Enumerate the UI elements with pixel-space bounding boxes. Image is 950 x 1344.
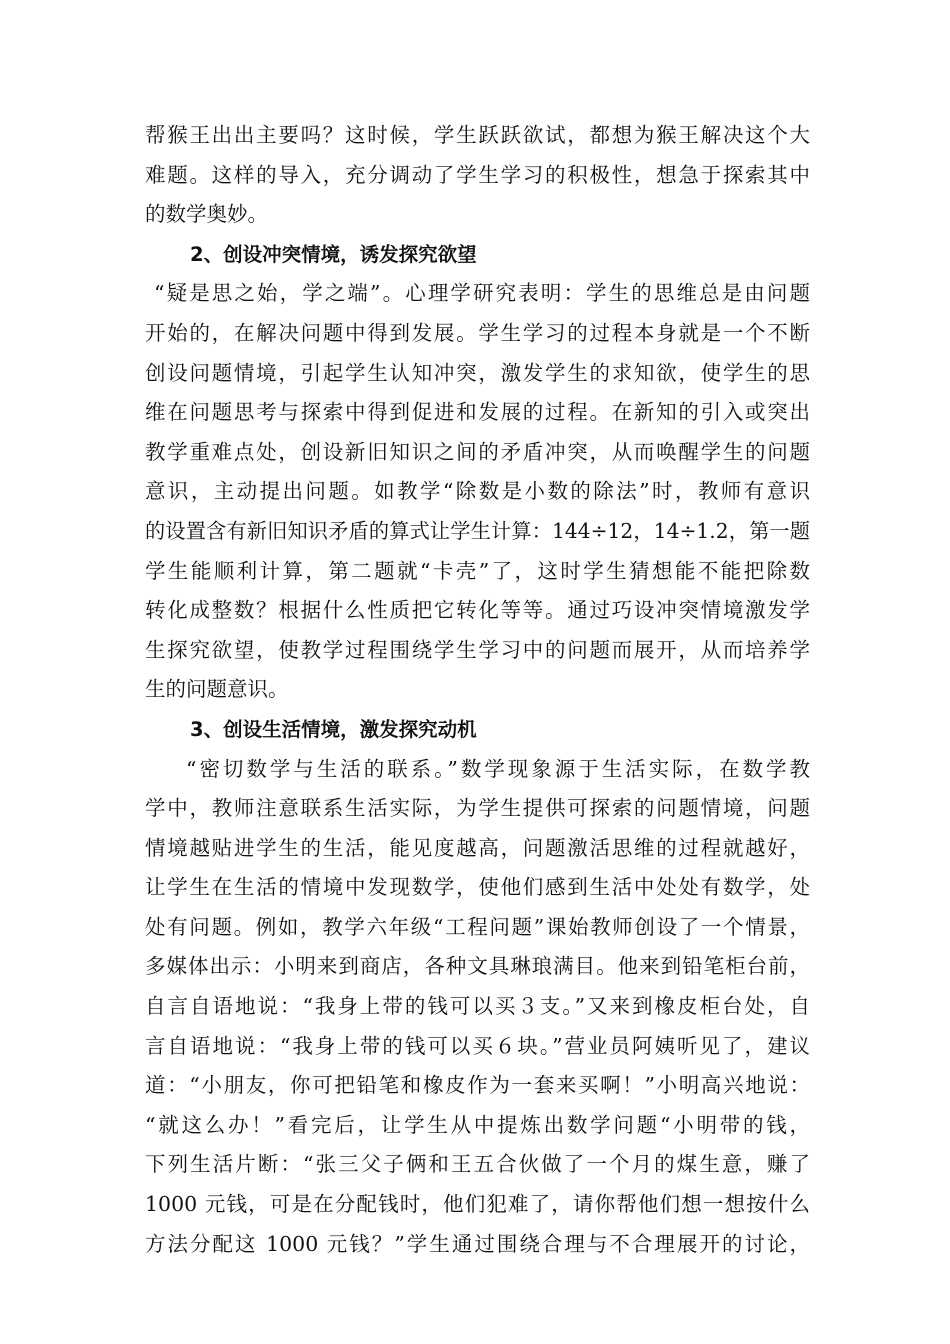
text-line: 下列生活片断：“张三父子俩和王五合伙做了一个月的煤生意，赚了 <box>145 1152 810 1177</box>
text-line: 方法分配这 1000 元钱？”学生通过围绕合理与不合理展开的讨论， <box>145 1231 810 1256</box>
text-line: 维在问题思考与探索中得到促进和发展的过程。在新知的引入或突出 <box>145 400 810 425</box>
text-line: “疑是思之始，学之端”。心理学研究表明：学生的思维总是由问题 <box>154 281 810 306</box>
text-line: 开始的，在解决问题中得到发展。学生学习的过程本身就是一个不断 <box>145 320 810 345</box>
document-body <box>145 116 810 1264</box>
text-line: 道：“小朋友，你可把铅笔和橡皮作为一套来买啊！”小明高兴地说： <box>145 1073 810 1098</box>
text-line: 情境越贴进学生的生活，能见度越高，问题激活思维的过程就越好， <box>145 835 810 860</box>
text-line: 生探究欲望，使教学过程围绕学生学习中的问题而展开，从而培养学 <box>145 637 810 662</box>
text-line: 意识，主动提出问题。如教学“除数是小数的除法”时，教师有意识 <box>145 479 810 504</box>
text-line: 教学重难点处，创设新旧知识之间的矛盾冲突，从而唤醒学生的问题 <box>145 439 810 464</box>
text-line: 帮猴王出出主要吗？这时候，学生跃跃欲试，都想为猴王解决这个大 <box>145 123 810 147</box>
text-line: 言自语地说：“我身上带的钱可以买６块。”营业员阿姨听见了，建议 <box>145 1033 810 1058</box>
text-line: 处有问题。例如，教学六年级“工程问题”课始教师创设了一个情景， <box>145 914 810 939</box>
text-line: 学中，教师注意联系生活实际，为学生提供可探索的问题情境，问题 <box>145 796 810 821</box>
text-line: 1000 元钱，可是在分配钱时，他们犯难了，请你帮他们想一想按什么 <box>145 1192 810 1217</box>
text-line: 学生能顺利计算，第二题就“卡壳”了，这时学生猜想能不能把除数 <box>145 558 810 583</box>
text-line: 的设置含有新旧知识矛盾的算式让学生计算：144÷12，14÷1.2，第一题 <box>145 518 810 543</box>
text-line: “密切数学与生活的联系。”数学现象源于生活实际，在数学教 <box>186 756 810 781</box>
text-line: 生的问题意识。 <box>145 677 289 702</box>
text-line: 自言自语地说：“我身上带的钱可以买３支。”又来到橡皮柜台处，自 <box>145 994 810 1019</box>
text-line: 多媒体出示：小明来到商店，各种文具琳琅满目。他来到铅笔柜台前， <box>145 954 810 979</box>
section-heading-2: 2、创设冲突情境，诱发探究欲望 <box>190 242 477 266</box>
text-line: 转化成整数？根据什么性质把它转化等等。通过巧设冲突情境激发学 <box>145 598 810 623</box>
text-line: 的数学奥妙。 <box>145 202 268 227</box>
text-line: 创设问题情境，引起学生认知冲突，激发学生的求知欲，使学生的思 <box>145 360 810 385</box>
section-heading-3: 3、创设生活情境，激发探究动机 <box>190 717 477 741</box>
text-line: 难题。这样的导入，充分调动了学生学习的积极性，想急于探索其中 <box>145 162 810 187</box>
text-line: 让学生在生活的情境中发现数学，使他们感到生活中处处有数学，处 <box>145 875 810 900</box>
text-line: “就这么办！”看完后，让学生从中提炼出数学问题“小明带的钱， <box>145 1112 810 1137</box>
